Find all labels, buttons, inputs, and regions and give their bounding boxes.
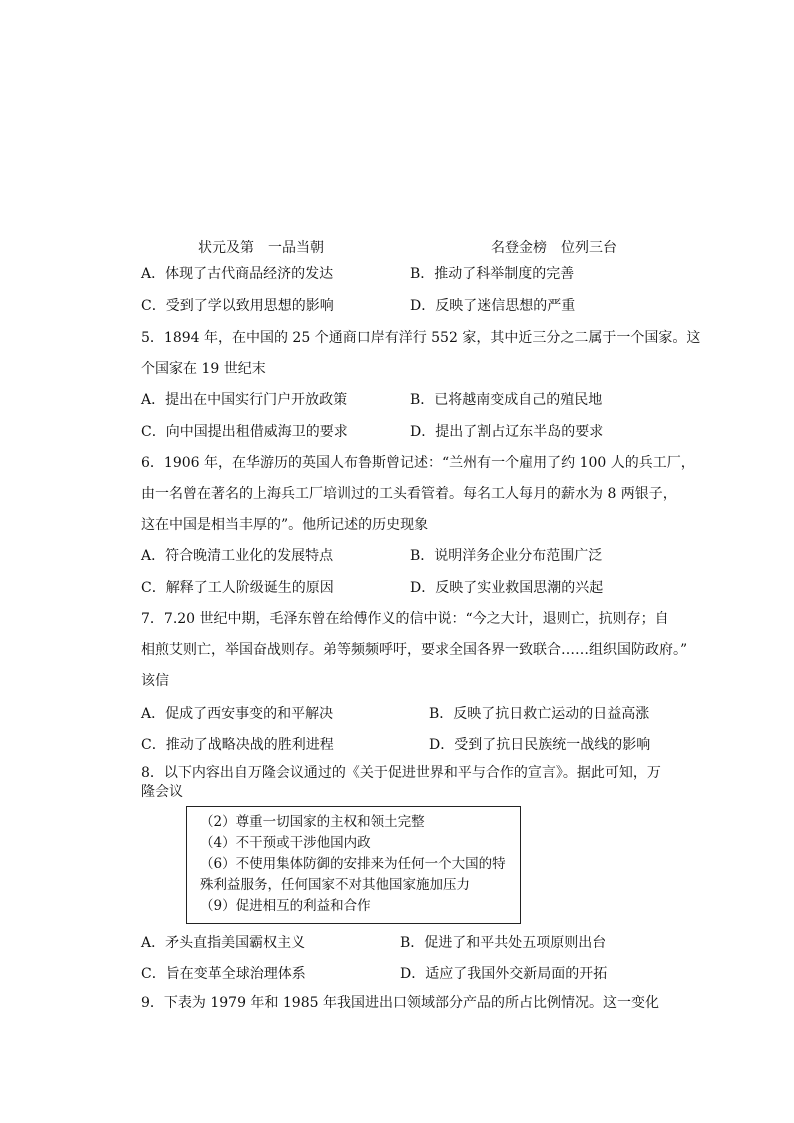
- q5-option-d: D．提出了割占辽东半岛的要求: [410, 424, 604, 440]
- q7-option-a: A．促成了西安事变的和平解决: [141, 706, 334, 722]
- q6-option-a: A．符合晚清工业化的发展特点: [141, 548, 334, 564]
- q7-option-b: B．反映了抗日救亡运动的日益高涨: [429, 706, 650, 722]
- q8-stem-line-2: 隆会议: [141, 784, 183, 800]
- q5-option-b: B．已将越南变成自己的殖民地: [410, 392, 603, 408]
- q8-option-d: D．适应了我国外交新局面的开拓: [400, 966, 608, 982]
- q8-option-c: C．旨在变革全球治理体系: [141, 966, 306, 982]
- poem-left: 状元及第 一品当朝: [198, 240, 324, 256]
- q6-option-b: B．说明洋务企业分布范围广泛: [410, 548, 603, 564]
- q8-option-b: B．促进了和平共处五项原则出台: [400, 935, 607, 951]
- q8-quote-box: [186, 806, 521, 924]
- poem-right: 名登金榜 位列三台: [491, 240, 617, 256]
- q4-option-a: A．体现了古代商品经济的发达: [141, 266, 334, 282]
- q7-option-c: C．推动了战略决战的胜利进程: [141, 737, 334, 753]
- q8-option-a: A．矛头直指美国霸权主义: [141, 935, 306, 951]
- q4-option-d: D．反映了迷信思想的严重: [410, 298, 576, 314]
- q7-stem-line-1: 7．7.20 世纪中期，毛泽东曾在给傅作义的信中说：“今之大计，退则亡，抗则存；自: [141, 611, 669, 627]
- q4-option-b: B．推动了科举制度的完善: [410, 266, 575, 282]
- q7-stem-line-2: 相煎艾则亡，举国奋战则存。弟等频频呼吁，要求全国各界一致联合……组织国防政府。”: [141, 642, 688, 658]
- q8-box-line-6b: 殊利益服务，任何国家不对其他国家施加压力: [200, 877, 470, 893]
- q7-option-d: D．受到了抗日民族统一战线的影响: [429, 737, 651, 753]
- q6-stem-line-1: 6．1906 年，在华游历的英国人布鲁斯曾记述：“兰州有一个雇用了约 100 人的兵工厂，: [141, 455, 695, 471]
- q6-option-d: D．反映了实业救国思潮的兴起: [410, 580, 604, 596]
- q8-box-line-2: （2）尊重一切国家的主权和领土完整: [200, 814, 425, 830]
- q8-stem-line-1: 8．以下内容出自万隆会议通过的《关于促进世界和平与合作的宣言》。据此可知，万: [141, 765, 661, 781]
- q4-option-c: C．受到了学以致用思想的影响: [141, 298, 334, 314]
- q8-box-line-4: （4）不干预或干涉他国内政: [200, 835, 371, 851]
- q5-option-a: A．提出在中国实行门户开放政策: [141, 392, 348, 408]
- q8-box-line-9: （9）促进相互的利益和合作: [200, 898, 371, 914]
- q5-option-c: C．向中国提出租借威海卫的要求: [141, 424, 348, 440]
- q9-stem-line-1: 9．下表为 1979 年和 1985 年我国进出口领域部分产品的所占比例情况。这一变化: [141, 995, 659, 1011]
- q7-stem-line-3: 该信: [141, 673, 169, 689]
- q5-stem-line-2: 个国家在 19 世纪末: [141, 361, 266, 377]
- q5-stem-line-1: 5．1894 年，在中国的 25 个通商口岸有洋行 552 家，其中近三分之二属于一个国家。这: [141, 330, 701, 346]
- q6-stem-line-2: 由一名曾在著名的上海兵工厂培训过的工头看管着。每名工人每月的薪水为 8 两银子，: [141, 486, 677, 502]
- q6-option-c: C．解释了工人阶级诞生的原因: [141, 580, 334, 596]
- q6-stem-line-3: 这在中国是相当丰厚的”。他所记述的历史现象: [141, 517, 429, 533]
- q8-box-line-6a: （6）不使用集体防御的安排来为任何一个大国的特: [200, 856, 506, 872]
